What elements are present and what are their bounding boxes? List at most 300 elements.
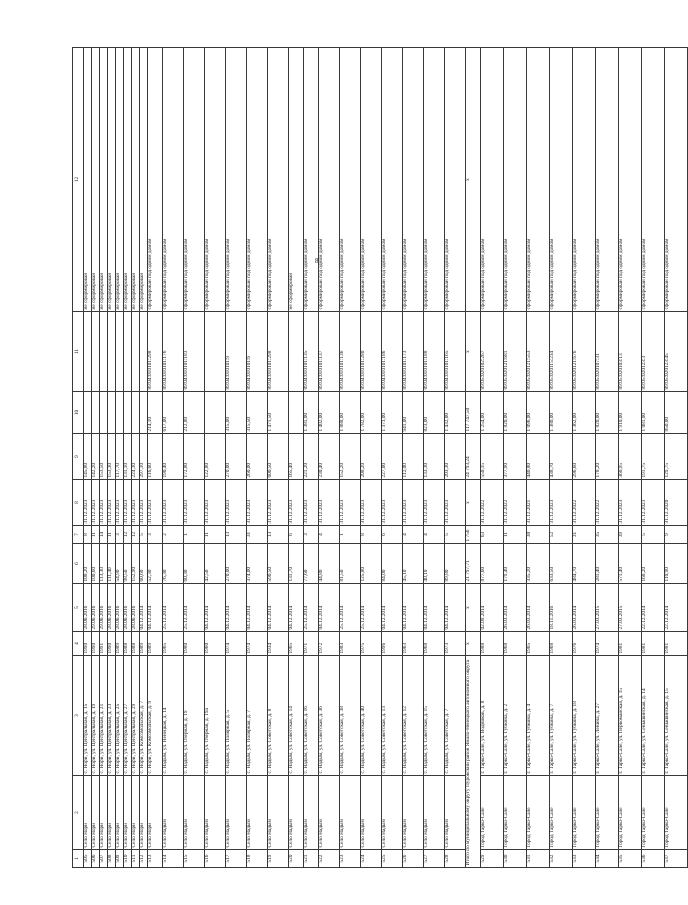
table-cell: не сформирован [140, 48, 148, 312]
subtotal-cell: х [466, 48, 481, 312]
column-number: 10 [73, 392, 84, 434]
table-cell: 270,00 [226, 434, 247, 480]
column-number: 4 [73, 632, 84, 656]
table-row [184, 48, 205, 868]
table-cell: Село Нори [140, 776, 148, 850]
table-cell: Село Надым [163, 776, 184, 850]
table-cell: 89:05:020121:553 [527, 312, 550, 392]
table-cell: сформирован под одним домом [527, 48, 550, 312]
table-cell: 22.12.2014 [642, 584, 665, 632]
table-cell: сформирован под одним домом [550, 48, 573, 312]
table-cell: 89:04:010101:135 [304, 312, 319, 392]
table-cell: 521 [304, 850, 319, 868]
table-cell: 1 362,00 [573, 392, 596, 434]
table-cell [116, 312, 124, 392]
table-row [319, 48, 340, 868]
table-cell: 142,20 [92, 434, 100, 480]
table-cell: Село Нори [116, 776, 124, 850]
table-cell: 214,10 [148, 392, 163, 434]
table-cell: 877,60 [481, 544, 504, 584]
table-cell: 117,70 [116, 434, 124, 480]
table-cell: 227,00 [382, 434, 403, 480]
table-cell: 31.12.2023 [361, 480, 382, 526]
table-cell: 507 [100, 850, 108, 868]
table-cell: 617,00 [163, 392, 184, 434]
table-cell: 63 [481, 526, 504, 544]
table-cell: 1990 [92, 632, 100, 656]
table-cell: 111,40 [108, 544, 116, 584]
table-cell: 125,80 [361, 544, 382, 584]
table-cell: 45,10 [403, 544, 424, 584]
table-cell: 1971 [304, 632, 319, 656]
table-cell: с. Надым, ул. Советская, д. 15 [424, 656, 445, 776]
table-cell: сформирован под одним домом [481, 48, 504, 312]
table-cell [84, 312, 92, 392]
table-cell: 31.12.2023 [340, 480, 361, 526]
table-cell: 850,00 [665, 392, 688, 434]
table-cell: 131,70 [289, 544, 304, 584]
table-cell: Село Надым [247, 776, 268, 850]
table-cell: 26.03.2014 [527, 584, 550, 632]
table-cell: 31.12.2023 [116, 480, 124, 526]
table-cell: с. Надым, ул. Советская, д. 16 [304, 656, 319, 776]
register-page [72, 48, 670, 868]
table-cell: 1 471,50 [268, 392, 289, 434]
table-cell: Село Надым [226, 776, 247, 850]
table-cell: сформирован под одним домом [319, 48, 340, 312]
table-cell: 1 888,00 [340, 392, 361, 434]
table-cell: 509 [116, 850, 124, 868]
table-cell: сформирован под одним домом [268, 48, 289, 312]
table-cell: 89:04:010101:176 [163, 312, 184, 392]
table-cell: 550,15 [481, 434, 504, 480]
table-cell: 89:04:010101:173 [403, 312, 424, 392]
table-cell: 04.12.2014 [382, 584, 403, 632]
table-cell: с. Надым, ул. Советская, д. 8 [268, 656, 289, 776]
table-cell: 1974 [247, 632, 268, 656]
table-cell: с. Нори, ул. Центральная, д. 27 [124, 656, 132, 776]
column-number: 3 [73, 656, 84, 776]
subtotal-cell: х [466, 312, 481, 392]
table-cell: 31.12.2023 [382, 480, 403, 526]
table-cell: 1 081,00 [642, 392, 665, 434]
subtotal-cell: 1 756 [466, 526, 481, 544]
table-cell: с. Нори, ул. Комсомольская, д. 7 [140, 656, 148, 776]
table-row [226, 48, 247, 868]
table-cell: 110,90 [665, 544, 688, 584]
table-cell: 179,40 [504, 544, 527, 584]
table-cell: с. Нори, ул. Центральная, д. 21 [100, 656, 108, 776]
table-cell: 1965 [527, 632, 550, 656]
table-cell: 89:04:010101:165 [445, 312, 466, 392]
table-cell: 54,90 [116, 544, 124, 584]
table-cell: 1 820,00 [504, 392, 527, 434]
table-cell: 224,30 [132, 434, 140, 480]
table-row [481, 48, 504, 868]
table-cell: 532 [550, 850, 573, 868]
table-cell: 525 [382, 850, 403, 868]
table-cell: 191,75 [642, 434, 665, 480]
table-cell: сформирован под одним домом [642, 48, 665, 312]
table-cell: 533 [573, 850, 596, 868]
table-cell: с. Надым, ул. Озерная, д. 19а [205, 656, 226, 776]
table-cell: 1960 [205, 632, 226, 656]
table-cell: с. Надым, ул. Советская, д. 40 [361, 656, 382, 776]
table-cell: 31.12.2023 [642, 480, 665, 526]
table-cell: 1 373,00 [382, 392, 403, 434]
table-cell: 89:05:020121:676 [573, 312, 596, 392]
table-cell: не сформирован [92, 48, 100, 312]
table-cell: 1 432,00 [445, 392, 466, 434]
table-cell: сформирован под одним домом [205, 48, 226, 312]
table-cell: 04.12.2014 [226, 584, 247, 632]
table-cell: 31 [247, 526, 268, 544]
page-number: 8 [315, 257, 319, 265]
table-cell: Город Тарко-Сале [665, 776, 688, 850]
table-cell: 31.12.2023 [92, 480, 100, 526]
table-cell: 04.12.2014 [247, 584, 268, 632]
table-cell: Село Нори [148, 776, 163, 850]
table-cell: 25.12.2014 [304, 584, 319, 632]
table-cell: 1974 [596, 632, 619, 656]
table-cell: 1988 [481, 632, 504, 656]
table-cell: 100,60 [92, 544, 100, 584]
table-cell: 1988 [124, 632, 132, 656]
table-cell: с. Надым, ул. Советская, д. 36 [319, 656, 340, 776]
table-cell: 31.12.2022 [596, 480, 619, 526]
table-cell [289, 312, 304, 392]
table-cell: 04.12.2014 [268, 584, 289, 632]
table-cell: 28.06.2016 [108, 584, 116, 632]
table-cell: Село Надым [205, 776, 226, 850]
table-cell: 89:04:010101:6 [247, 312, 268, 392]
table-cell: 531 [527, 850, 550, 868]
table-cell: не сформирован [108, 48, 116, 312]
table-cell: Село Нори [100, 776, 108, 850]
table-cell: 31.12.2023 [247, 480, 268, 526]
table-cell: 335,20 [527, 544, 550, 584]
table-cell: не сформирован [132, 48, 140, 312]
table-cell: 89:04:010101:280 [361, 312, 382, 392]
table-cell: г. Тарко-Сале, ул. Губкина, д. 2 [504, 656, 527, 776]
table-cell: 377,90 [504, 434, 527, 480]
table-cell: 27.03.2015 [619, 584, 642, 632]
table-cell: 76,30 [163, 544, 184, 584]
table-row [665, 48, 688, 868]
table-row [148, 48, 163, 868]
table-cell: 31.12.2023 [619, 480, 642, 526]
table-cell: 315,00 [226, 392, 247, 434]
table-cell: 11 [504, 526, 527, 544]
table-cell: Город Тарко-Сале [642, 776, 665, 850]
table-cell: 04.12.2014 [148, 584, 163, 632]
table-cell: 513 [148, 850, 163, 868]
table-cell: 31.12.2023 [226, 480, 247, 526]
table-cell: 270,00 [226, 544, 247, 584]
table-cell: 4 [403, 526, 424, 544]
table-cell: 1934 [268, 632, 289, 656]
table-cell: 31.12.2023 [205, 480, 226, 526]
table-cell: 260,00 [247, 434, 268, 480]
table-cell: с. Надым, ул. Советская, д. 14 [289, 656, 304, 776]
table-cell: 1 380,00 [550, 392, 573, 434]
table-cell: 600,50 [268, 434, 289, 480]
table-cell: г. Тарко-Сале, ул. Губкина, д. 4 [527, 656, 550, 776]
table-cell: 1983 [340, 632, 361, 656]
housing-register-table [72, 47, 688, 868]
table-cell: Город Тарко-Сале [596, 776, 619, 850]
table-cell: Город Тарко-Сале [573, 776, 596, 850]
table-cell: 212,80 [184, 392, 205, 434]
table-cell: 31.12.2023 [84, 480, 92, 526]
table-cell: 1988 [132, 632, 140, 656]
table-cell: Село Надым [382, 776, 403, 850]
table-cell: с. Надым, ул. Советская, д. 13 [382, 656, 403, 776]
table-cell: 1989 [140, 632, 148, 656]
table-cell: 89:05:020121:681 [504, 312, 527, 392]
table-row [619, 48, 642, 868]
table-row [304, 48, 319, 868]
table-cell: 1981 [642, 632, 665, 656]
table-cell: 31.12.2022 [481, 480, 504, 526]
table-cell: 1989 [148, 632, 163, 656]
table-cell: Город Тарко-Сале [527, 776, 550, 850]
table-cell: 31.12.2020 [665, 480, 688, 526]
table-cell: Село Надым [445, 776, 466, 850]
table-cell: с. Надым, ул. Советская, д. 7 [445, 656, 466, 776]
table-cell: 112,00 [403, 434, 424, 480]
table-cell: 28.06.2016 [84, 584, 92, 632]
table-cell: 3 [116, 526, 124, 544]
table-cell: 11 [108, 526, 116, 544]
table-cell: 1 [340, 526, 361, 544]
table-cell: с. Надым, ул. Озерная, д. 19 [184, 656, 205, 776]
table-cell: 52 [550, 526, 573, 544]
table-cell: 941,00 [403, 392, 424, 434]
table-cell: 1996 [382, 632, 403, 656]
table-cell: 31.12.2023 [108, 480, 116, 526]
table-cell: 524 [361, 850, 382, 868]
table-cell [84, 392, 92, 434]
table-cell: с. Нори, ул. Центральная, д. 25 [116, 656, 124, 776]
table-cell: 537 [665, 850, 688, 868]
table-cell: 04.12.2014 [289, 584, 304, 632]
table-cell: 6 [289, 526, 304, 544]
table-cell: 1980 [184, 632, 205, 656]
table-cell [205, 392, 226, 434]
table-cell: 18.11.2016 [550, 584, 573, 632]
subtotal-cell: 117 747,50 [466, 392, 481, 434]
table-cell: 31 [573, 526, 596, 544]
table-cell [92, 392, 100, 434]
table-cell: 29.06.2016 [100, 584, 108, 632]
table-cell: 89:05:020107:31 [596, 312, 619, 392]
table-cell: 25.12.2014 [163, 584, 184, 632]
table-cell: Село Надым [268, 776, 289, 850]
column-number: 2 [73, 776, 84, 850]
table-cell: сформирован под одним домом [184, 48, 205, 312]
table-cell: 11 [205, 526, 226, 544]
table-cell: 518 [247, 850, 268, 868]
column-number: 8 [73, 480, 84, 526]
table-cell: 515 [184, 850, 205, 868]
table-cell [92, 312, 100, 392]
table-cell: 5 [140, 526, 148, 544]
table-cell: 31.12.2022 [573, 480, 596, 526]
table-cell: сформирован под одним домом [445, 48, 466, 312]
table-cell: сформирован под одним домом [596, 48, 619, 312]
table-cell: Село Нори [132, 776, 140, 850]
table-cell: 12 [132, 526, 140, 544]
table-cell: 511 [132, 850, 140, 868]
table-cell: 534 [596, 850, 619, 868]
table-cell [100, 312, 108, 392]
table-cell: 81,50 [340, 544, 361, 584]
table-cell [108, 312, 116, 392]
table-cell: 26.03.2014 [573, 584, 596, 632]
table-cell: 28.06.2016 [116, 584, 124, 632]
table-cell: 523 [340, 850, 361, 868]
table-cell: 31.12.2023 [268, 480, 289, 526]
table-cell: с. Надым, ул. Полярная, д. 7 [247, 656, 268, 776]
table-cell: 52,30 [148, 544, 163, 584]
table-cell: сформирован под одним домом [304, 48, 319, 312]
table-cell: не сформирован [289, 48, 304, 312]
table-cell: сформирован под одним домом [148, 48, 163, 312]
table-cell: Село Надым [184, 776, 205, 850]
table-cell: 40,10 [424, 544, 445, 584]
table-cell: сформирован под одним домом [226, 48, 247, 312]
column-number: 11 [73, 312, 84, 392]
table-row [527, 48, 550, 868]
table-row [361, 48, 382, 868]
subtotal-cell: 21 797,71 [466, 544, 481, 584]
table-cell: 8 [84, 526, 92, 544]
table-cell: 281,40 [596, 544, 619, 584]
table-cell: 1990 [108, 632, 116, 656]
table-cell: 31.12.2021 [527, 480, 550, 526]
table-cell: 172,80 [184, 434, 205, 480]
subtotal-label: Итого по муниципальному округу Пуровский район Ямало-Ненецкого автономного округа [466, 656, 481, 868]
table-cell: 519 [268, 850, 289, 868]
table-cell: 31.12.2023 [304, 480, 319, 526]
table-cell: 77,60 [304, 544, 319, 584]
table-cell: Село Нори [108, 776, 116, 850]
table-cell: сформирован под одним домом [424, 48, 445, 312]
table-cell: 529 [481, 850, 504, 868]
table-cell: 28.06.2016 [132, 584, 140, 632]
table-cell: сформирован под одним домом [403, 48, 424, 312]
table-cell: 4 [319, 526, 340, 544]
table-row [504, 48, 527, 868]
table-cell: 25.12.2014 [340, 584, 361, 632]
table-cell: Город Тарко-Сале [619, 776, 642, 850]
table-cell: 31.12.2022 [504, 480, 527, 526]
table-cell: 31.12.2023 [445, 480, 466, 526]
table-cell: 31.12.2023 [550, 480, 573, 526]
table-cell [116, 392, 124, 434]
table-cell: 152,20 [340, 434, 361, 480]
table-cell: 516 [205, 850, 226, 868]
table-row [596, 48, 619, 868]
column-number: 7 [73, 526, 84, 544]
table-cell: 1 [184, 526, 205, 544]
table-row [289, 48, 304, 868]
table-cell: 89:04:010101:137 [319, 312, 340, 392]
subtotal-row [466, 48, 481, 868]
table-cell: 1 254,00 [481, 392, 504, 434]
table-cell: 29.06.2016 [92, 584, 100, 632]
table-cell: 89:05:020123:3 [642, 312, 665, 392]
table-cell: 60,60 [140, 544, 148, 584]
table-cell: 296,60 [573, 434, 596, 480]
table-cell: 1981 [619, 632, 642, 656]
table-cell: 31.12.2023 [100, 480, 108, 526]
column-number: 9 [73, 434, 84, 480]
table-cell: 360,95 [619, 434, 642, 480]
table-row [205, 48, 226, 868]
table-cell: 823,00 [424, 392, 445, 434]
table-cell: 3 [148, 526, 163, 544]
table-cell: 5 [642, 526, 665, 544]
table-cell: 22.12.2014 [665, 584, 688, 632]
table-cell: 165,40 [289, 434, 304, 480]
table-cell: 04.12.2014 [424, 584, 445, 632]
table-cell: Город Тарко-Сале [504, 776, 527, 850]
table-cell: Село Надым [340, 776, 361, 850]
table-cell: с. Надым, ул. Полярная, д. 5 [226, 656, 247, 776]
table-cell: 8 [361, 526, 382, 544]
table-cell: 31.12.2023 [424, 480, 445, 526]
table-cell: 25.12.2014 [184, 584, 205, 632]
table-cell: 04.12.2014 [319, 584, 340, 632]
table-cell: 89:04:010101:298 [148, 312, 163, 392]
table-cell: 1965 [289, 632, 304, 656]
table-cell: с. Надым, ул. Советская, д. 12 [403, 656, 424, 776]
table-cell [205, 312, 226, 392]
table-row [247, 48, 268, 868]
table-cell: 1991 [100, 632, 108, 656]
table-cell: 508 [108, 850, 116, 868]
column-number: 6 [73, 544, 84, 584]
table-cell: 31.12.2023 [132, 480, 140, 526]
table-cell: с. Нори, ул. Центральная, д. 15 [84, 656, 92, 776]
table-cell: 84,00 [382, 544, 403, 584]
table-row [424, 48, 445, 868]
table-cell: 203,30 [445, 434, 466, 480]
table-cell: 527 [424, 850, 445, 868]
subtotal-cell: х [466, 632, 481, 656]
table-cell: 04.12.2014 [403, 584, 424, 632]
table-cell: г. Тарко-Сале, ул. Губкина, д. 18 [573, 656, 596, 776]
table-cell: Село Надым [424, 776, 445, 850]
table-cell: 89:05:020123:45 [665, 312, 688, 392]
table-cell: 153,50 [100, 434, 108, 480]
table-cell: Село Надым [304, 776, 319, 850]
table-cell: Город Тарко-Сале [481, 776, 504, 850]
table-cell [132, 392, 140, 434]
table-cell: 1 782,00 [361, 392, 382, 434]
table-cell: не сформирован [84, 48, 92, 312]
table-cell: 6 [382, 526, 403, 544]
table-cell: 1 820,00 [596, 392, 619, 434]
table-cell: 25.12.2014 [361, 584, 382, 632]
table-cell: сформирован под одним домом [619, 48, 642, 312]
table-cell: сформирован под одним домом [382, 48, 403, 312]
table-cell: 168,20 [642, 544, 665, 584]
table-cell: 89:04:010101:136 [340, 312, 361, 392]
table-cell: 89:04:010101:188 [424, 312, 445, 392]
